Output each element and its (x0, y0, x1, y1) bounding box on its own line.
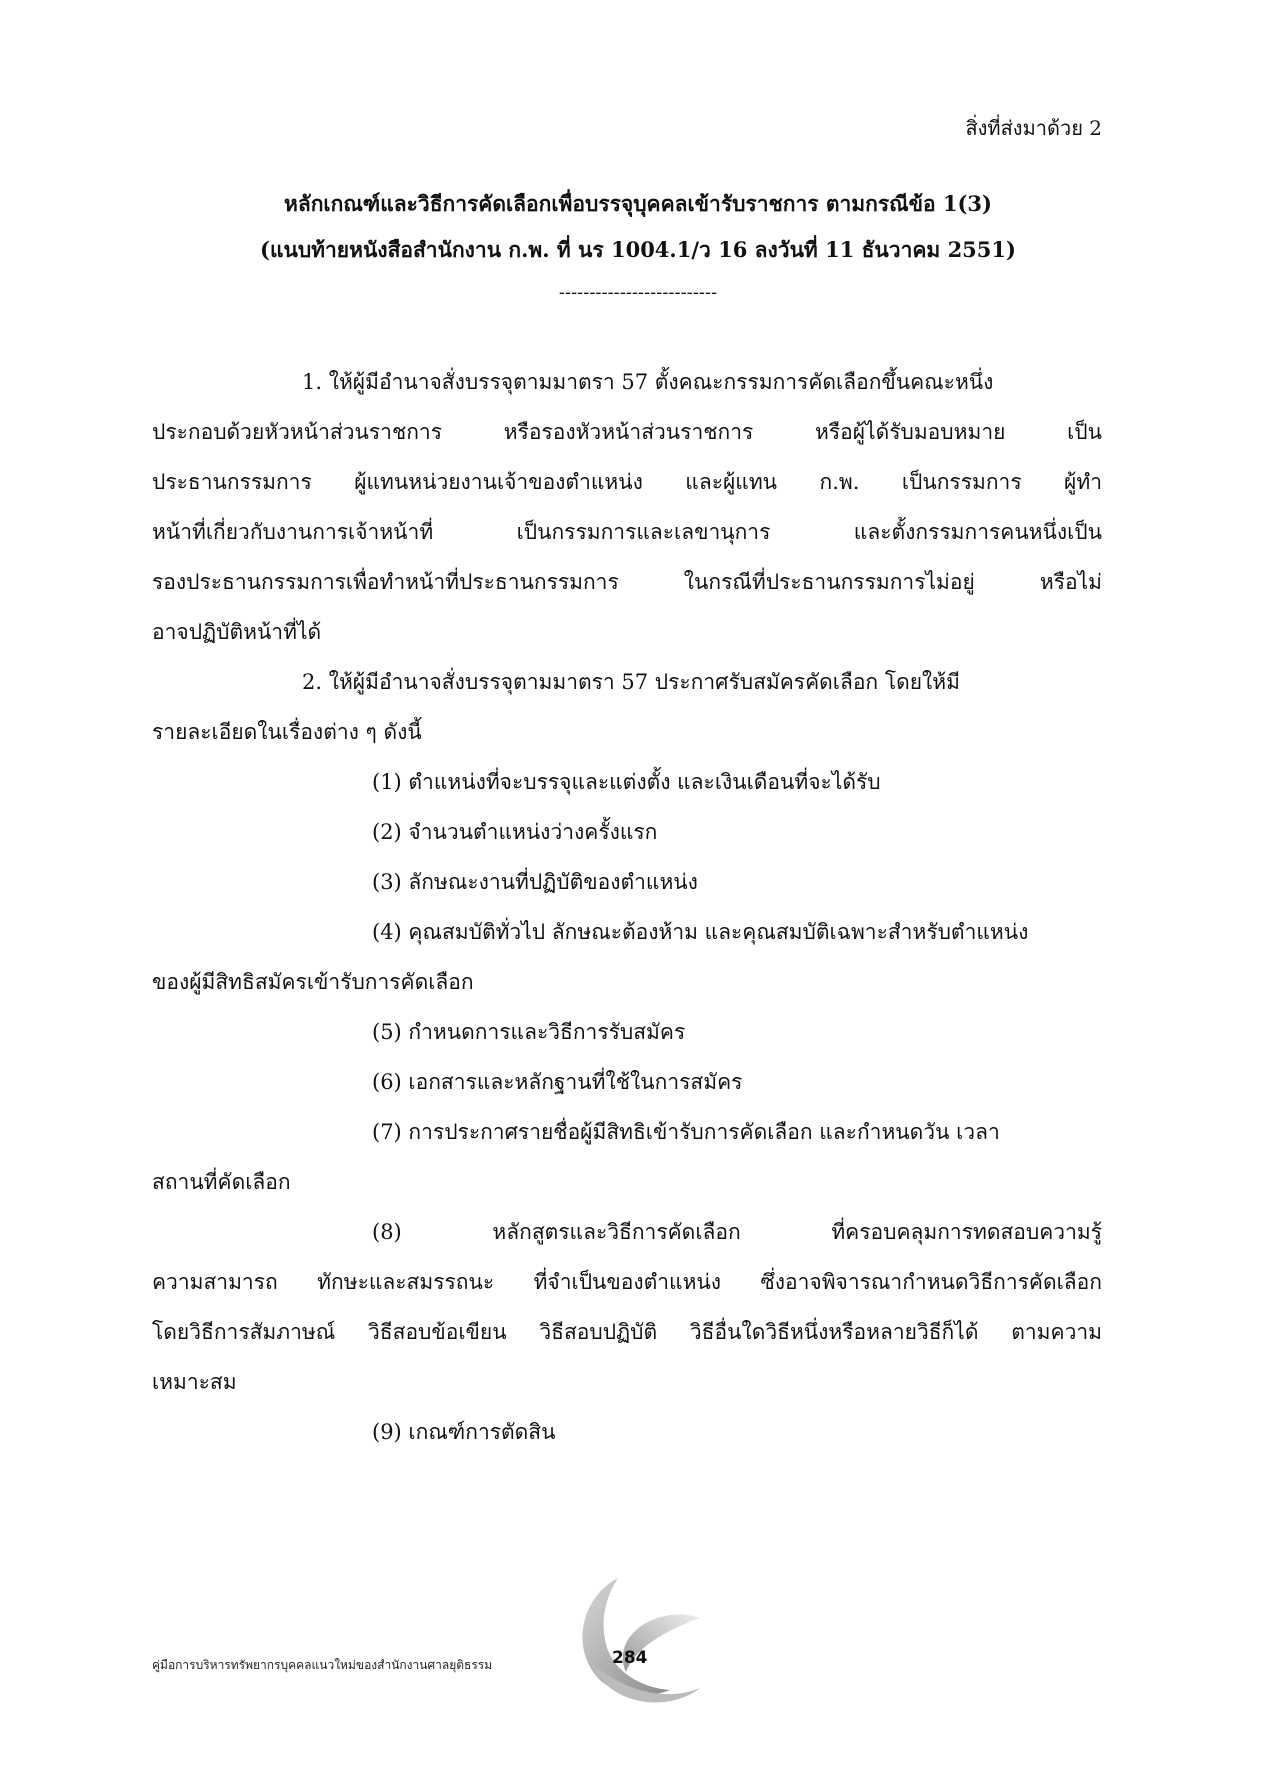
list-item-4: (4) คุณสมบัติทั่วไป ลักษณะต้องห้าม และคุณสมบัติเฉพาะสำหรับตำแหน่ง (372, 920, 1029, 944)
list-item-4-continued: ของผู้มีสิทธิสมัครเข้ารับการคัดเลือก (152, 970, 474, 994)
list-item-1: (1) ตำแหน่งที่จะบรรจุและแต่งตั้ง และเงินเดือนที่จะได้รับ (372, 770, 881, 794)
list-item-3: (3) ลักษณะงานที่ปฏิบัติของตำแหน่ง (372, 870, 698, 894)
page-number: 284 (612, 1648, 648, 1668)
title-divider: -------------------------- (558, 282, 718, 303)
list-item-2: (2) จำนวนตำแหน่งว่างครั้งแรก (372, 820, 658, 844)
para2-line-1: 2. ให้ผู้มีอำนาจสั่งบรรจุตามมาตรา 57 ประกาศรับสมัครคัดเลือก โดยให้มี (302, 670, 960, 694)
footer-manual-title: คู่มือการบริหารทรัพยากรบุคคลแนวใหม่ของสำนักงานศาลยุติธรรม (152, 1658, 493, 1672)
document-title-line-2: (แนบท้ายหนังสือสำนักงาน ก.พ. ที่ นร 1004.1/ว 16 ลงวันที่ 11 ธันวาคม 2551) (260, 237, 1016, 262)
para1-line-6: อาจปฏิบัติหน้าที่ได้ (152, 620, 322, 644)
list-item-6: (6) เอกสารและหลักฐานที่ใช้ในการสมัคร (372, 1070, 743, 1094)
list-item-8-line-4: เหมาะสม (152, 1370, 237, 1394)
para2-line-2: รายละเอียดในเรื่องต่าง ๆ ดังนี้ (152, 720, 422, 744)
list-item-7: (7) การประกาศรายชื่อผู้มีสิทธิเข้ารับการคัดเลือก และกำหนดวัน เวลา (372, 1120, 1000, 1144)
list-item-5: (5) กำหนดการและวิธีการรับสมัคร (372, 1020, 686, 1044)
para1-line-5: รองประธานกรรมการเพื่อทำหน้าที่ประธานกรรมการ ในกรณีที่ประธานกรรมการไม่อยู่ หรือไม่ (152, 570, 1102, 594)
para1-line-3: ประธานกรรมการ ผู้แทนหน่วยงานเจ้าของตำแหน่ง และผู้แทน ก.พ. เป็นกรรมการ ผู้ทำ (152, 470, 1102, 494)
document-title-line-1: หลักเกณฑ์และวิธีการคัดเลือกเพื่อบรรจุบุคคลเข้ารับราชการ ตามกรณีข้อ 1(3) (284, 191, 992, 216)
attachment-label: สิ่งที่ส่งมาด้วย 2 (965, 116, 1102, 140)
list-item-8-line-3: โดยวิธีการสัมภาษณ์ วิธีสอบข้อเขียน วิธีสอบปฏิบัติ วิธีอื่นใดวิธีหนึ่งหรือหลายวิธีก็ได้ ตามความ (152, 1320, 1102, 1344)
list-item-8: (8) หลักสูตรและวิธีการคัดเลือก ที่ครอบคลุมการทดสอบความรู้ (372, 1220, 1102, 1244)
para1-line-4: หน้าที่เกี่ยวกับงานการเจ้าหน้าที่ เป็นกรรมการและเลขานุการ และตั้งกรรมการคนหนึ่งเป็น (152, 520, 1102, 544)
para1-line-1: 1. ให้ผู้มีอำนาจสั่งบรรจุตามมาตรา 57 ตั้งคณะกรรมการคัดเลือกขึ้นคณะหนึ่ง (302, 370, 994, 394)
list-item-8-line-2: ความสามารถ ทักษะและสมรรถนะ ที่จำเป็นของตำแหน่ง ซึ่งอาจพิจารณากำหนดวิธีการคัดเลือก (152, 1270, 1102, 1294)
para1-line-2: ประกอบด้วยหัวหน้าส่วนราชการ หรือรองหัวหน้าส่วนราชการ หรือผู้ได้รับมอบหมาย เป็น (152, 420, 1102, 444)
list-item-9: (9) เกณฑ์การตัดสิน (372, 1420, 556, 1444)
swirl-logo-icon (560, 1570, 710, 1720)
list-item-7-continued: สถานที่คัดเลือก (152, 1170, 291, 1194)
